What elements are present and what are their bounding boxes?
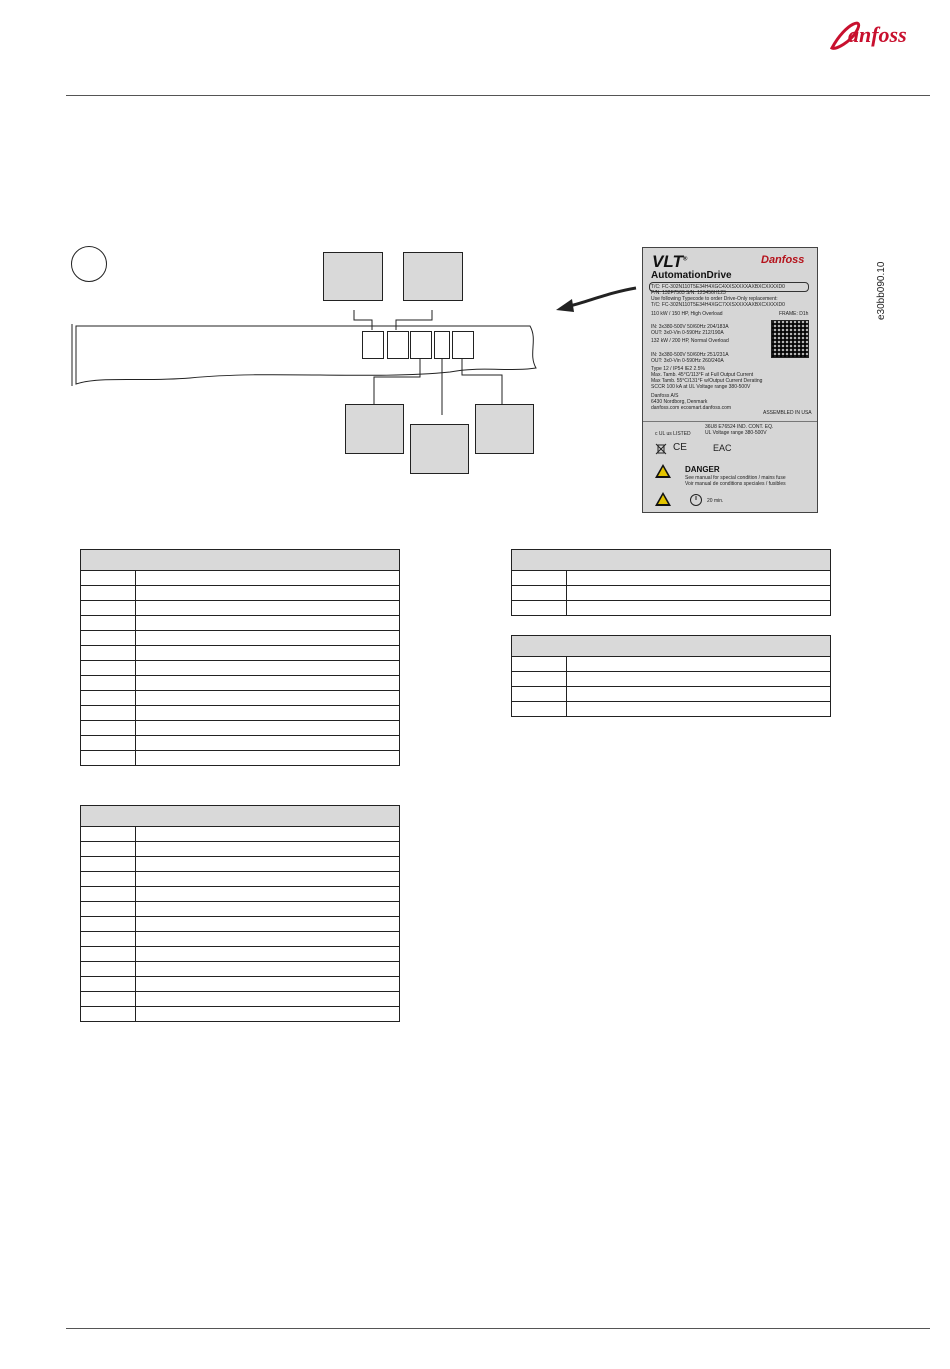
figure-marker-circle	[71, 246, 107, 282]
footer-rule	[66, 1328, 930, 1329]
table-row	[81, 706, 400, 721]
typecode-slot-2	[387, 331, 409, 359]
nameplate-line: IN: 3x380-500V 50/60Hz 204/183A	[651, 324, 729, 330]
typecode-slot-5	[452, 331, 474, 359]
warning-triangle-icon	[655, 492, 671, 506]
table-row	[81, 1007, 400, 1022]
table-header	[512, 636, 831, 657]
timer-icon	[689, 493, 703, 507]
nameplate-line: Danfoss A/S	[651, 393, 679, 399]
nameplate-line: Type 12 / IP54 IE2 2.5%	[651, 366, 705, 372]
table-row	[512, 601, 831, 616]
callout-box-1	[323, 252, 383, 301]
table-row	[81, 646, 400, 661]
table-row	[81, 586, 400, 601]
table-row	[81, 631, 400, 646]
nameplate-line: 110 kW / 150 HP, High Overload	[651, 311, 723, 317]
callout-box-2	[403, 252, 463, 301]
table-row	[81, 902, 400, 917]
nameplate-line: P/N: 132F7503 S/N: 123456H123	[651, 290, 726, 296]
nameplate-line: See manual for special condition / mains fuse	[685, 475, 786, 481]
table-header	[512, 550, 831, 571]
table-row	[81, 601, 400, 616]
table-row	[81, 872, 400, 887]
table-row	[81, 661, 400, 676]
table-row	[81, 992, 400, 1007]
danfoss-logo	[826, 12, 932, 56]
header-rule	[66, 95, 930, 96]
nameplate-line: Max. Tamb. 45°C/113°F at Full Output Current	[651, 372, 754, 378]
callout-box-4	[410, 424, 469, 474]
nameplate-line: 20 min.	[707, 498, 724, 504]
danger-label: DANGER	[685, 465, 720, 474]
typecode-slot-1	[362, 331, 384, 359]
table-row	[81, 721, 400, 736]
typecode-slot-4	[434, 331, 450, 359]
table-row	[81, 676, 400, 691]
table-row	[81, 917, 400, 932]
table-row	[81, 751, 400, 766]
table-row	[81, 962, 400, 977]
callout-box-5	[475, 404, 534, 454]
nameplate-line: 132 kW / 200 HP, Normal Overload	[651, 338, 729, 344]
nameplate-line: FRAME: D1h	[779, 311, 809, 317]
table-header	[81, 550, 400, 571]
table-row	[81, 977, 400, 992]
table-row	[81, 932, 400, 947]
nameplate-line: danfoss.com ecosmart.danfoss.com	[651, 405, 732, 411]
svg-text:anfoss: anfoss	[848, 22, 907, 47]
table-row	[81, 842, 400, 857]
table-row	[512, 702, 831, 717]
nameplate-line: T/C: FC-302N110T5E34H4XGC4XXSXXXXAXBXCXXXXD0	[651, 284, 785, 290]
nameplate-line: ASSEMBLED IN USA	[763, 410, 812, 416]
pointer-arrow	[552, 284, 638, 314]
nameplate-line: T/C: FC-302N110T5E34H4XGC7XXSXXXXAXBXCXXXXD0	[651, 302, 785, 308]
nameplate-product: AutomationDrive	[651, 270, 732, 281]
nameplate-divider	[643, 421, 817, 422]
table-row	[81, 857, 400, 872]
nameplate-line: Max Tamb. 55°C/131°F w/Output Current Derating	[651, 378, 763, 384]
nameplate-line: 6430 Nordborg, Denmark	[651, 399, 708, 405]
table-row	[81, 691, 400, 706]
table-row	[81, 827, 400, 842]
spec-table-right-bottom	[511, 635, 831, 717]
nameplate-line: UL Voltage range 380-500V	[705, 430, 767, 436]
figure-id: e30bb090.10	[876, 261, 887, 320]
table-row	[81, 736, 400, 751]
table-row	[512, 672, 831, 687]
table-row	[81, 947, 400, 962]
nameplate-line: OUT: 3x0-Vin 0-590Hz 212/190A	[651, 330, 724, 336]
spec-table-right-top	[511, 549, 831, 616]
table-row	[512, 571, 831, 586]
table-row	[512, 657, 831, 672]
nameplate-line: SCCR 100 kA at UL Voltage range 380-500V	[651, 384, 751, 390]
callout-box-3	[345, 404, 404, 454]
table-header	[81, 806, 400, 827]
table-row	[81, 571, 400, 586]
ul-listed-mark: c UL us LISTED	[655, 431, 691, 437]
ce-mark: CE	[673, 442, 687, 453]
nameplate-line: IN: 3x380-500V 50/60Hz 251/231A	[651, 352, 729, 358]
table-row	[81, 887, 400, 902]
nameplate-danfoss-logo: Danfoss	[761, 254, 805, 266]
nameplate-line: Use following Typecode to order Drive-Only replacement:	[651, 296, 778, 302]
spec-table-left-top	[80, 549, 400, 766]
table-row	[512, 586, 831, 601]
warning-triangle-icon	[655, 464, 671, 478]
nameplate-line: OUT: 3x0-Vin 0-590Hz 260/240A	[651, 358, 724, 364]
table-row	[512, 687, 831, 702]
eac-mark: EAC	[713, 443, 732, 453]
spec-table-left-bottom	[80, 805, 400, 1022]
weee-bin-icon	[655, 443, 667, 455]
nameplate-line: Voir manual de conditions speciales / fusibles	[685, 481, 786, 487]
nameplate-brand: VLT®	[652, 252, 688, 271]
table-row	[81, 616, 400, 631]
nameplate-line: 36U8 E76524 IND. CONT. EQ.	[705, 424, 774, 430]
typecode-slot-3	[410, 331, 432, 359]
qr-code-icon	[771, 320, 809, 358]
nameplate-photo	[642, 247, 818, 513]
